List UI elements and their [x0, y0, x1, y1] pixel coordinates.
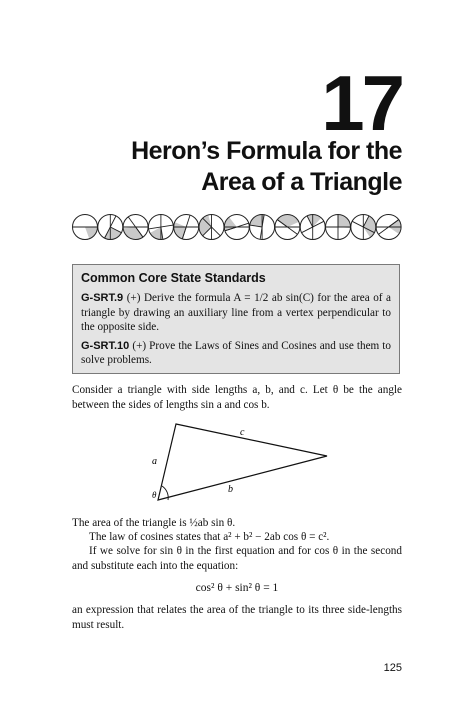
chapter-title	[131, 136, 402, 198]
label-a: a	[152, 456, 157, 467]
decor-circle	[376, 215, 401, 240]
chapter-title-line-1: Heron’s Formula for the	[131, 137, 402, 165]
decor-circle	[250, 215, 275, 240]
pythagorean-identity: cos² θ + sin² θ = 1	[195, 581, 279, 594]
decor-circle	[300, 215, 325, 240]
standard-text-1: (+) Derive the formula A = 1/2 ab sin(C) for the area of a triangle by drawing an auxiliary line from a vertex perpendicular to the opposite side.	[81, 292, 391, 333]
decor-circle	[224, 215, 249, 240]
standard-text-2: (+) Prove the Laws of Sines and Cosines and use them to solve problems.	[81, 339, 392, 366]
decor-circle	[98, 215, 123, 240]
standards-heading: Common Core State Standards	[81, 271, 266, 285]
conclusion-paragraph: an expression that relates the area of the triangle to its three side-lengths must result.	[72, 604, 402, 631]
decor-circle	[73, 215, 98, 240]
standard-item-1	[81, 291, 391, 335]
decor-circle	[351, 215, 376, 240]
decorative-circle-band	[72, 212, 402, 242]
standards-box	[72, 264, 400, 374]
intro-paragraph: Consider a triangle with side lengths a, b, and c. Let θ be the angle between the sides of lengths sin a and cos b.	[72, 384, 402, 411]
law-of-cosines-sentence: The law of cosines states that a² + b² − 2ab cos θ = c².	[89, 531, 330, 544]
decor-circle	[326, 215, 351, 240]
decor-circle	[275, 215, 300, 240]
standard-item-2	[81, 339, 391, 368]
label-c: c	[240, 427, 245, 438]
standard-code-2: G-SRT.10	[81, 339, 130, 352]
decor-circle	[174, 215, 199, 240]
standard-code-1: G-SRT.9	[81, 292, 124, 304]
page-number: 125	[383, 662, 402, 674]
chapter-number: 17	[321, 59, 402, 147]
triangle-figure	[140, 416, 340, 511]
chapter-title-line-2: Area of a Triangle	[201, 168, 402, 196]
decor-circle	[199, 215, 224, 240]
solve-paragraph: If we solve for sin θ in the first equation and for cos θ in the second and substitute each into the equation:	[72, 545, 402, 572]
decor-circle	[123, 215, 148, 240]
label-theta: θ	[152, 490, 157, 500]
decor-circle	[148, 215, 173, 240]
area-sentence: The area of the triangle is ½ab sin θ.	[72, 517, 236, 530]
label-b: b	[228, 484, 233, 495]
